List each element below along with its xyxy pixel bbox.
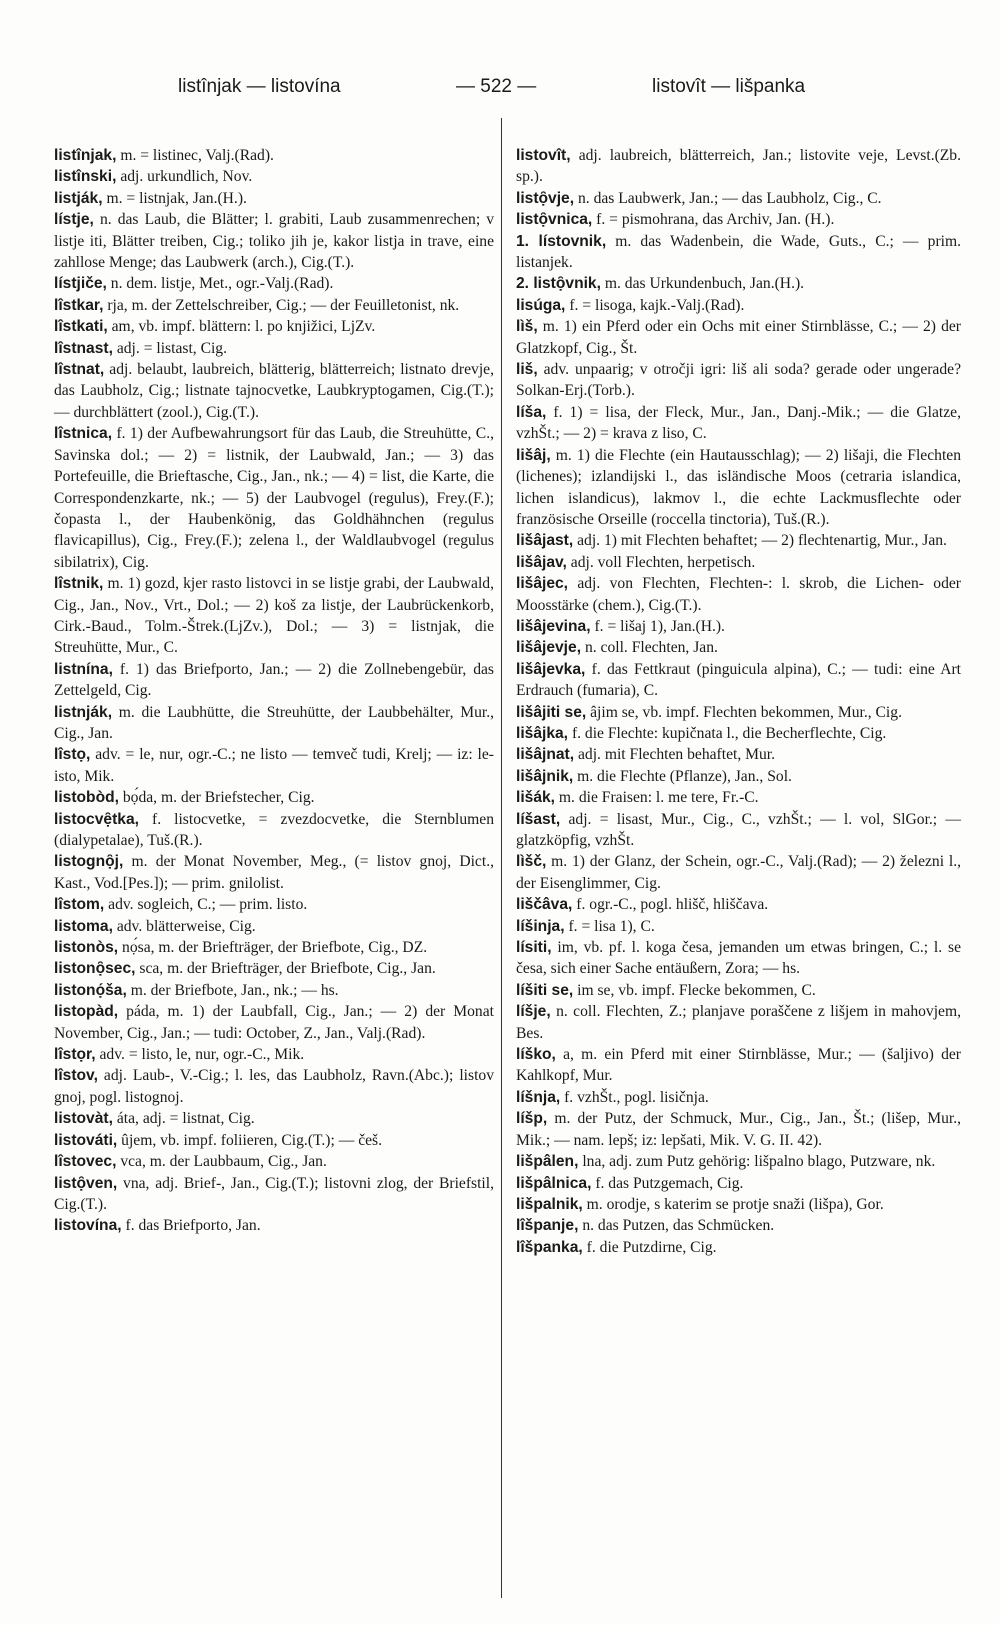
- entry-headword: listognọ̑j,: [54, 853, 124, 871]
- entry-headword: 1. lístovnik,: [516, 232, 607, 250]
- entry-definition: lna, adj. zum Putz gehörig: lišpalno blago, Putzware, nk.: [582, 1153, 936, 1171]
- entry-headword: listovît,: [516, 147, 571, 164]
- dictionary-entry: [516, 552, 961, 573]
- entry-definition: adj. 1) mit Flechten behaftet; — 2) flechtenartig, Mur., Jan.: [577, 532, 947, 550]
- dictionary-entry: [516, 894, 961, 915]
- entry-definition: rja, m. der Zettelschreiber, Cig.; — der Feuilletonist, nk.: [107, 296, 460, 314]
- dictionary-entry: [516, 1215, 961, 1236]
- entry-definition: adv. blätterweise, Cig.: [116, 917, 256, 935]
- dictionary-entry: [54, 744, 494, 787]
- entry-definition: adj. voll Flechten, herpetisch.: [570, 553, 756, 571]
- entry-headword: lišâj,: [516, 446, 551, 464]
- entry-headword: listováti,: [54, 1131, 118, 1149]
- entry-headword: lîstov,: [54, 1067, 98, 1085]
- entry-headword: lišâjiti se,: [516, 703, 587, 721]
- dictionary-entry: [54, 1044, 494, 1065]
- dictionary-entry: [54, 1151, 494, 1172]
- dictionary-entry: [516, 1173, 961, 1194]
- entry-headword: lišâjec,: [516, 575, 569, 593]
- entry-headword: listobòd,: [54, 789, 119, 807]
- entry-headword: lîstovec,: [54, 1153, 117, 1171]
- dictionary-entry: [54, 1065, 494, 1108]
- entry-definition: f. = lišaj 1), Jan.(H.).: [594, 617, 725, 635]
- entry-headword: lîstom,: [54, 896, 105, 914]
- entry-headword: lístje,: [54, 211, 94, 229]
- dictionary-entry: [516, 702, 961, 723]
- entry-headword: lišák,: [516, 789, 556, 807]
- entry-headword: lístjiče,: [54, 275, 107, 293]
- dictionary-entry: [516, 145, 961, 188]
- entry-headword: listovàt,: [54, 1110, 113, 1128]
- entry-headword: lišâjevka,: [516, 660, 586, 678]
- entry-definition: m. das Wadenbein, die Wade, Guts., C.; — prim. listanjek.: [516, 232, 961, 272]
- dictionary-entry: [516, 316, 961, 359]
- entry-definition: vna, adj. Brief-, Jan., Cig.(T.); listovni zlog, der Briefstil, Cig.(T.).: [54, 1174, 494, 1213]
- entry-headword: líšiti se,: [516, 981, 574, 999]
- entry-headword: líšinja,: [516, 917, 565, 935]
- running-header: [0, 76, 1000, 106]
- entry-headword: lîstnast,: [54, 339, 113, 357]
- entry-definition: n. dem. listje, Met., ogr.-Valj.(Rad).: [110, 275, 334, 293]
- entry-definition: ûjem, vb. impf. foliieren, Cig.(T.); — češ.: [121, 1131, 383, 1149]
- dictionary-entry: [54, 423, 494, 573]
- entry-definition: adj. = lisast, Mur., Cig., C., vzhŠt.; — l. vol, SlGor.; — glatzköpfig, vzhŠt.: [516, 810, 961, 849]
- right-column: [516, 145, 961, 1258]
- dictionary-entry: [54, 316, 494, 337]
- entry-headword: lišâjnat,: [516, 746, 575, 764]
- entry-definition: m. orodje, s katerim se protje snaži (lišpa), Gor.: [586, 1195, 884, 1213]
- dictionary-entry: [54, 1130, 494, 1151]
- header-right-guideword: listovît — lišpanka: [652, 76, 806, 97]
- entry-definition: adv. sogleich, C.; — prim. listo.: [108, 896, 308, 914]
- dictionary-entry: [54, 980, 494, 1001]
- dictionary-entry: [516, 402, 961, 445]
- entry-definition: am, vb. impf. blättern: l. po knjižici, LjZv.: [111, 318, 376, 336]
- entry-definition: f. die Putzdirne, Cig.: [586, 1238, 717, 1256]
- entry-definition: im se, vb. impf. Flecke bekommen, C.: [577, 981, 816, 999]
- entry-definition: adj. urkundlich, Nov.: [120, 168, 253, 186]
- entry-headword: listocvẹ̑tka,: [54, 810, 139, 828]
- entry-definition: sca, m. der Briefträger, der Briefbote, Cig., Jan.: [139, 960, 436, 978]
- dictionary-entry: [516, 809, 961, 852]
- dictionary-entry: [54, 851, 494, 894]
- dictionary-entry: [516, 530, 961, 551]
- dictionary-entry: [516, 1151, 961, 1172]
- dictionary-entry: [516, 188, 961, 209]
- dictionary-entry: [54, 702, 494, 745]
- entry-definition: adj. von Flechten, Flechten-: l. skrob, die Lichen- oder Moosstärke (chem.), Cig.(T.).: [516, 575, 961, 614]
- entry-headword: lišâjast,: [516, 532, 574, 550]
- entry-definition: m. der Monat November, Meg., (= listov gnoj, Dict., Kast., Vod.[Pes.]); — prim. gnilolist.: [54, 853, 494, 892]
- entry-definition: a, m. ein Pferd mit einer Stirnblässe, Mur.; — (šaljivo) der Kahlkopf, Mur.: [516, 1046, 961, 1085]
- entry-definition: adv. unpaarig; v otročji igri: liš ali soda? gerade oder ungerade? Solkan-Erj.(Torb.).: [516, 361, 961, 400]
- entry-definition: m. die Flechte (Pflanze), Jan., Sol.: [577, 767, 792, 785]
- entry-headword: lisúga,: [516, 296, 566, 314]
- entry-headword: lîstkar,: [54, 296, 104, 314]
- dictionary-entry: [516, 295, 961, 316]
- entry-headword: lišâjevina,: [516, 617, 591, 635]
- entry-definition: m. der Briefbote, Jan., nk.; — hs.: [130, 981, 339, 999]
- dictionary-entry: [54, 573, 494, 659]
- entry-definition: páda, m. 1) der Laubfall, Cig., Jan.; — 2) der Monat November, Cig., Jan.; — tudi: October, Z., Jan., Valj.(Rad).: [54, 1003, 494, 1042]
- entry-headword: lišâjnik,: [516, 767, 574, 785]
- entry-headword: listják,: [54, 189, 103, 207]
- entry-headword: lišâjav,: [516, 553, 567, 571]
- entry-definition: f. vzhŠt., pogl. lisičnja.: [564, 1088, 709, 1106]
- dictionary-entry: [516, 1044, 961, 1087]
- page-number: — 522 —: [456, 76, 537, 97]
- entry-definition: n. coll. Flechten, Jan.: [584, 639, 718, 657]
- dictionary-entry: [54, 166, 494, 187]
- entry-definition: n. coll. Flechten, Z.; planjave poraščene z lišjem in mahovjem, Bes.: [516, 1003, 961, 1042]
- entry-headword: listnína,: [54, 660, 113, 678]
- entry-definition: m. = listinec, Valj.(Rad).: [120, 147, 274, 164]
- dictionary-entry: [516, 916, 961, 937]
- entry-definition: bọ́da, m. der Briefstecher, Cig.: [122, 789, 315, 807]
- entry-definition: m. die Fraisen: l. me tere, Fr.-C.: [558, 789, 759, 807]
- dictionary-entry: [516, 659, 961, 702]
- entry-definition: f. = lisa 1), C.: [568, 917, 655, 935]
- entry-headword: lísiti,: [516, 939, 552, 957]
- entry-headword: lišpâlnica,: [516, 1174, 592, 1192]
- entry-definition: áta, adj. = listnat, Cig.: [116, 1110, 255, 1128]
- entry-headword: líšje,: [516, 1003, 551, 1021]
- entry-headword: listọ̑vje,: [516, 189, 575, 207]
- entry-definition: adj. belaubt, laubreich, blätterig, blätterreich; listnato drevje, das Laubholz, Cig.; listnate tajnocvetke, Laubkryptogamen, Cig.(T.); — durchblättert (zool.), Cig.(T.).: [54, 361, 494, 421]
- entry-headword: líško,: [516, 1046, 556, 1064]
- dictionary-entry: [516, 1194, 961, 1215]
- column-divider: [501, 118, 502, 1598]
- entry-definition: m. 1) gozd, kjer rasto listovci in se listje grabi, der Laubwald, Cig., Jan., Nov., Vrt., Dol.; — 2) koš za listje, der Laubrückenkorb, Cirk.-Baud., Tolm.-Štrek.(LjZv.), Dol.; — 3) = listnjak, die Streuhütte, Mur., C.: [54, 575, 494, 657]
- entry-definition: adv. = le, nur, ogr.-C.; ne listo — temveč tudi, Krelj; — iz: le-isto, Mik.: [54, 746, 494, 785]
- dictionary-entry: [54, 295, 494, 316]
- entry-headword: listọ̑ven,: [54, 1174, 118, 1192]
- entry-definition: n. das Laub, die Blätter; l. grabiti, Laub zusammenrechen; v listje iti, Blätter treiben, Cig.; toliko jih je, kakor listja in trave, eine zahllose Menge; das Laubwerk (arch.), Cig.(T.).: [54, 211, 495, 272]
- dictionary-entry: [516, 1237, 961, 1258]
- entry-headword: listọ̑vnica,: [516, 211, 593, 229]
- entry-headword: 2. listọ̑vnik,: [516, 275, 601, 293]
- entry-definition: f. listocvetke, = zvezdocvetke, die Sternblumen (dialypetalae), Tuš.(R.).: [54, 810, 495, 849]
- entry-headword: listonòs,: [54, 939, 119, 957]
- dictionary-entry: [54, 787, 494, 808]
- entry-headword: lišâjevje,: [516, 639, 582, 657]
- entry-definition: f. = lisoga, kajk.-Valj.(Rad).: [569, 296, 745, 314]
- entry-headword: lîstọr,: [54, 1046, 96, 1064]
- dictionary-entry: [516, 980, 961, 1001]
- entry-headword: lîstnica,: [54, 425, 113, 443]
- entry-headword: líšnja,: [516, 1088, 561, 1106]
- entry-definition: f. das Putzgemach, Cig.: [595, 1174, 744, 1192]
- dictionary-entry: [516, 209, 961, 230]
- entry-definition: f. ogr.-C., pogl. hlišč, hliščava.: [576, 896, 769, 914]
- entry-headword: lîstkati,: [54, 318, 108, 336]
- dictionary-entry: [54, 338, 494, 359]
- dictionary-entry: [516, 787, 961, 808]
- entry-headword: liščâva,: [516, 896, 573, 914]
- entry-definition: adj. laubreich, blätterreich, Jan.; listovite veje, Levst.(Zb. sp.).: [516, 147, 962, 186]
- dictionary-entry: [516, 359, 961, 402]
- entry-headword: lìš,: [516, 318, 538, 336]
- entry-headword: lîstnat,: [54, 361, 105, 379]
- entry-definition: nọ́sa, m. der Briefträger, der Briefbote, Cig., DZ.: [122, 939, 428, 957]
- entry-definition: vca, m. der Laubbaum, Cig., Jan.: [120, 1153, 327, 1171]
- entry-definition: f. = pismohrana, das Archiv, Jan. (H.).: [596, 211, 835, 229]
- entry-definition: m. 1) ein Pferd oder ein Ochs mit einer Stirnblässe, C.; — 2) der Glatzkopf, Cig., Št.: [516, 318, 961, 357]
- entry-headword: listînjak,: [54, 147, 117, 164]
- dictionary-entry: [54, 958, 494, 979]
- entry-definition: f. 1) der Aufbewahrungsort für das Laub, die Streuhütte, C., Savinska dol.; — 2) = listnik, der Laubwald, Jan.; — 3) das Portefeuille, die Brieftasche, Cig., Jan., nk.; — 4) = list, die Karte, die Correspondenzkarte, nk.; — 5) der Laubvogel (regulus), Frey.(F.); čopasta l., der Haubenkönig, das Goldhähnchen (regulus flavicapillus), Cig., Frey.(F.); zelena l., der Waldlaubvogel (regulus sibilatrix), Cig.: [54, 425, 494, 571]
- entry-definition: adv. = listo, le, nur, ogr.-C., Mik.: [99, 1046, 305, 1064]
- entry-definition: f. das Fettkraut (pinguicula alpina), C.; — tudi: eine Art Erdrauch (fumaria), C.: [516, 660, 962, 700]
- entry-headword: liš,: [516, 361, 538, 379]
- entry-definition: adj. mit Flechten behaftet, Mur.: [577, 746, 776, 764]
- entry-definition: f. das Briefporto, Jan.: [125, 1217, 261, 1235]
- entry-headword: listovína,: [54, 1217, 122, 1235]
- entry-definition: f. 1) = lisa, der Fleck, Mur., Jan., Danj.-Mik.; — die Glatze, vzhŠt.; — 2) = krava z liso, C.: [516, 403, 961, 443]
- header-left-guideword: listînjak — listovína: [178, 76, 341, 97]
- entry-definition: adj. = listast, Cig.: [116, 339, 227, 357]
- dictionary-entry: [54, 809, 494, 852]
- entry-definition: m. = listnjak, Jan.(H.).: [106, 189, 247, 207]
- dictionary-entry: [54, 273, 494, 294]
- entry-definition: m. die Laubhütte, die Streuhütte, der Laubbehälter, Mur., Cig., Jan.: [54, 703, 494, 742]
- dictionary-entry: [54, 188, 494, 209]
- dictionary-entry: [516, 937, 961, 980]
- dictionary-entry: [54, 916, 494, 937]
- entry-headword: listopàd,: [54, 1003, 119, 1021]
- entry-headword: lìšč,: [516, 853, 547, 871]
- entry-headword: lišpâlen,: [516, 1153, 579, 1171]
- dictionary-entry: [54, 1215, 494, 1236]
- entry-headword: lišâjka,: [516, 724, 569, 742]
- dictionary-entry: [516, 1087, 961, 1108]
- entry-headword: lišpalnik,: [516, 1195, 583, 1213]
- entry-definition: n. das Putzen, das Schmücken.: [582, 1217, 775, 1235]
- entry-headword: lîšpanka,: [516, 1238, 583, 1256]
- entry-definition: m. 1) die Flechte (ein Hautausschlag); — 2) lišaji, die Flechten (lichenes); izlandijski l., das isländische Moos (cetraria islandica, lichen islandicus), lakmov l., die echte Lackmusflechte oder französische Orseille (roccella tinctoria), Tuš.(R.).: [516, 446, 962, 528]
- dictionary-entry: [54, 937, 494, 958]
- entry-definition: âjim se, vb. impf. Flechten bekommen, Mur., Cig.: [590, 703, 902, 721]
- dictionary-entry: [516, 616, 961, 637]
- dictionary-entry: [54, 1108, 494, 1129]
- entry-definition: im, vb. pf. l. koga česa, jemanden um etwas bringen, C.; l. se česa, sich einer Sache entäußern, Zora; — hs.: [516, 939, 961, 978]
- entry-headword: líša,: [516, 403, 547, 421]
- dictionary-entry: [54, 359, 494, 423]
- entry-headword: lîstọ,: [54, 746, 91, 764]
- entry-definition: f. 1) das Briefporto, Jan.; — 2) die Zollnebengebür, das Zettelgeld, Cig.: [54, 660, 494, 700]
- entry-headword: listnják,: [54, 703, 113, 721]
- dictionary-entry: [516, 723, 961, 744]
- entry-headword: lîstnik,: [54, 575, 104, 593]
- entry-headword: líšp,: [516, 1110, 548, 1128]
- dictionary-entry: [54, 209, 494, 273]
- entry-headword: listonọ́ša,: [54, 981, 127, 999]
- entry-definition: n. das Laubwerk, Jan.; — das Laubholz, Cig., C.: [577, 189, 882, 207]
- dictionary-entry: [54, 1001, 494, 1044]
- dictionary-entry: [54, 1173, 494, 1216]
- left-column: [54, 145, 494, 1237]
- dictionary-entry: [516, 851, 961, 894]
- entry-definition: m. das Urkundenbuch, Jan.(H.).: [604, 275, 805, 293]
- dictionary-entry: [516, 766, 961, 787]
- dictionary-entry: [54, 894, 494, 915]
- dictionary-entry: [54, 145, 494, 166]
- dictionary-entry: [516, 573, 961, 616]
- entry-headword: lîšpanje,: [516, 1217, 579, 1235]
- entry-definition: f. die Flechte: kupičnata l., die Becherflechte, Cig.: [571, 724, 887, 742]
- dictionary-entry: [516, 1108, 961, 1151]
- dictionary-entry: [516, 231, 961, 274]
- entry-headword: listînski,: [54, 168, 117, 186]
- dictionary-entry: [516, 744, 961, 765]
- entry-definition: adj. Laub-, V.-Cig.; l. les, das Laubholz, Ravn.(Abc.); listov gnoj, pogl. listognoj.: [54, 1067, 494, 1106]
- entry-definition: m. der Putz, der Schmuck, Mur., Cig., Jan., Št.; (lišep, Mur., Mik.; — nam. lepš; iz: lepšati, Mik. V. G. II. 42).: [516, 1110, 961, 1149]
- entry-headword: listonọ̑sec,: [54, 960, 136, 978]
- dictionary-entry: [516, 1001, 961, 1044]
- dictionary-entry: [516, 637, 961, 658]
- entry-definition: m. 1) der Glanz, der Schein, ogr.-C., Valj.(Rad); — 2) železni l., der Eisenglimmer, Cig.: [516, 853, 961, 892]
- dictionary-entry: [516, 445, 961, 531]
- dictionary-entry: [516, 273, 961, 294]
- entry-headword: listoma,: [54, 917, 113, 935]
- entry-headword: líšast,: [516, 810, 561, 828]
- dictionary-entry: [54, 659, 494, 702]
